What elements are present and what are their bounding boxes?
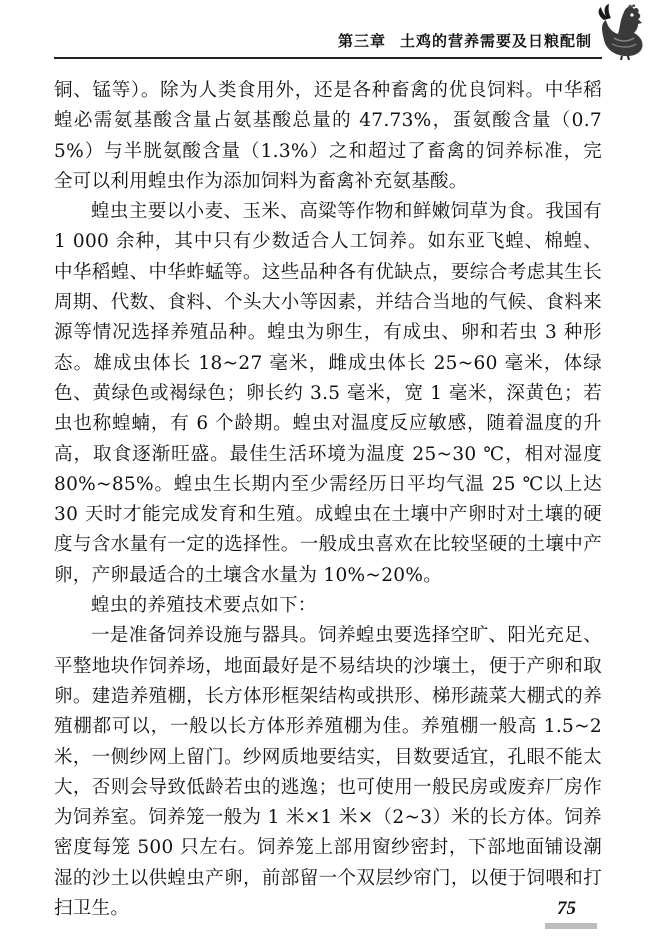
page-number: 75 <box>557 898 576 919</box>
chicken-icon <box>594 2 652 60</box>
paragraph-technique-intro: 蝗虫的养殖技术要点如下： <box>91 595 317 617</box>
body-text <box>54 76 602 924</box>
paragraph-facilities: 一是准备饲养设施与器具。饲养蝗虫要选择空旷、阳光充足、平整地块作饲养场，地面最好是不易结块的沙壤土，便于产卵和取卵。建造养殖棚，长方体形框架结构或拱形、梯形蔬菜大棚式的养殖棚都可以，一般以长方体形养殖棚为佳。养殖棚一般高 1.5~2 米，一侧纱网上留门。纱网质地要结实，目数要适宜，孔眼不能太大，否则会导致低龄若虫的逃逸；也可使用一般民房或废弃厂房作为饲养室。饲养笼一般为 1 米×1 米×（2~3）米的长方体。饲养密度每笼 500 只左右。饲养笼上部用窗纱密封，下部地面铺设潮湿的沙土以供蝗虫产卵，前部留一个双层纱帘门，以便于饲喂和打扫卫生。 <box>54 625 602 920</box>
paragraph-locust-species: 蝗虫主要以小麦、玉米、高粱等作物和鲜嫩饲草为食。我国有 1 000 余种，其中只有少数适合人工饲养。如东亚飞蝗、棉蝗、中华稻蝗、中华蚱蜢等。这些品种各有优缺点，要综合考虑其生长周期、代数、食料、个头大小等因素，并结合当地的气候、食料来源等情况选择养殖品种。蝗虫为卵生，有成虫、卵和若虫 3 种形态。雄成虫体长 18~27 毫米，雌成虫体长 25~60 毫米，体绿色、黄绿色或褐绿色；卵长约 3.5 毫米，宽 1 毫米，深黄色；若虫也称蝗蝻，有 6 个龄期。蝗虫对温度反应敏感，随着温度的升高，取食逐渐旺盛。最佳生活环境为温度 25~30 ℃，相对湿度 80%~85%。蝗虫生长期内至少需经历日平均气温 25 ℃以上达 30 天时才能完成发育和生殖。成蝗虫在土壤中产卵时对土壤的硬度与含水量有一定的选择性。一般成虫喜欢在比较坚硬的土壤中产卵，产卵最适合的土壤含水量为 10%~20%。 <box>54 201 602 586</box>
chapter-title: 土鸡的营养需要及日粮配制 <box>399 32 592 50</box>
paragraph-continuation: 铜、锰等）。除为人类食用外，还是各种畜禽的优良饲料。中华稻蝗必需氨基酸含量占氨基酸总量的 47.73%，蛋氨酸含量（0.75%）与半胱氨酸含量（1.3%）之和超过了畜禽的饲养标准，完全可以利用蝗虫作为添加饲料为畜禽补充氨基酸。 <box>54 80 602 192</box>
footer-rule <box>545 923 597 929</box>
header-title <box>338 30 592 51</box>
running-header <box>0 0 660 64</box>
page-footer <box>0 890 660 939</box>
header-rule <box>54 57 602 59</box>
chapter-label: 第三章 <box>337 32 386 50</box>
